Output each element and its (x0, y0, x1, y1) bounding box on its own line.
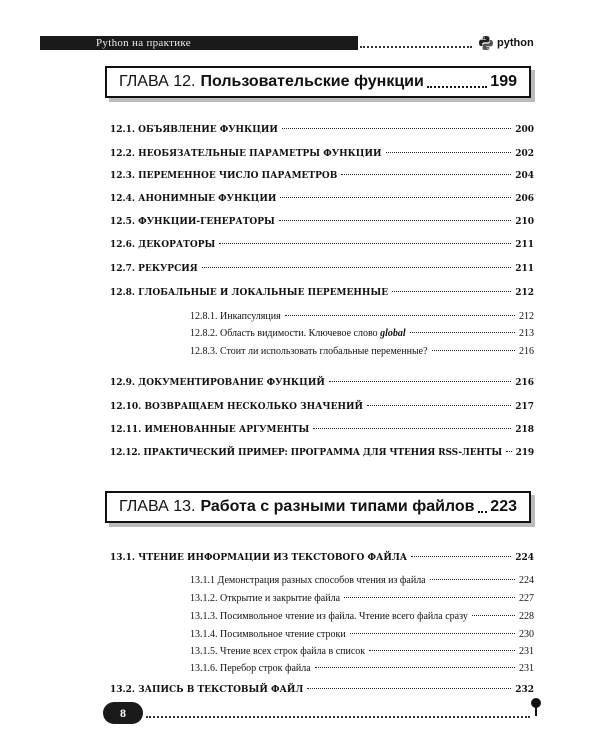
entry-title: 12.12. ПРАКТИЧЕСКИЙ ПРИМЕР: ПРОГРАММА ДЛЯ ЧТЕНИЯ RSS-ЛЕНТЫ (110, 448, 502, 458)
leader-dots (329, 381, 511, 382)
subentry-page: 227 (519, 593, 534, 604)
toc-entry (110, 149, 534, 159)
entry-page: 224 (515, 553, 534, 563)
subentry-title-text: 12.8.2. Область видимости. Ключевое слово (190, 328, 381, 339)
entry-page: 211 (515, 240, 534, 250)
footer-ornament-stem (535, 706, 537, 716)
entry-title: 12.1. ОБЪЯВЛЕНИЕ ФУНКЦИИ (110, 125, 278, 135)
toc-subentry (190, 311, 534, 322)
subentry-title: 13.1.3. Посимвольное чтение из файла. Чтение всего файла сразу (190, 611, 468, 622)
entry-title: 12.8. ГЛОБАЛЬНЫЕ И ЛОКАЛЬНЫЕ ПЕРЕМЕННЫЕ (110, 288, 389, 298)
entry-title: 13.2. ЗАПИСЬ В ТЕКСТОВЫЙ ФАЙЛ (110, 685, 304, 695)
leader-dots (307, 688, 511, 689)
leader-dots (478, 511, 488, 513)
leader-dots (432, 350, 515, 351)
chapter-label: ГЛАВА 13. (119, 498, 196, 515)
entry-page: 218 (515, 425, 534, 435)
chapter-title: Пользовательские функции (200, 73, 424, 90)
entry-page: 217 (515, 402, 534, 412)
toc-entry (110, 448, 534, 458)
subentry-title: 13.1.6. Перебор строк файла (190, 663, 311, 674)
subentry-page: 213 (519, 328, 534, 339)
leader-dots (279, 220, 511, 221)
toc-entry (110, 171, 534, 181)
logo-text: python (497, 37, 534, 49)
entry-page: 200 (515, 125, 534, 135)
entry-title: 12.3. ПЕРЕМЕННОЕ ЧИСЛО ПАРАМЕТРОВ (110, 171, 338, 181)
toc-entry (110, 288, 534, 298)
entry-title: 12.11. ИМЕНОВАННЫЕ АРГУМЕНТЫ (110, 425, 310, 435)
subentry-title: 12.8.1. Инкапсуляция (190, 311, 281, 322)
running-header (40, 36, 358, 50)
page-number: 8 (120, 705, 126, 720)
python-logo (478, 35, 534, 51)
leader-dots (430, 579, 515, 580)
header-dotted-rule (360, 46, 472, 48)
leader-dots (202, 267, 512, 268)
entry-page: 219 (515, 448, 534, 458)
leader-dots (282, 128, 511, 129)
toc-entry (110, 240, 534, 250)
entry-page: 210 (515, 217, 534, 227)
entry-title: 12.2. НЕОБЯЗАТЕЛЬНЫЕ ПАРАМЕТРЫ ФУНКЦИИ (110, 149, 382, 159)
leader-dots (285, 315, 515, 316)
subentry-title: 13.1.5. Чтение всех строк файла в список (190, 646, 366, 657)
subentry-page: 224 (519, 575, 534, 586)
entry-title: 12.7. РЕКУРСИЯ (110, 264, 198, 274)
python-snake-icon (478, 35, 494, 51)
toc-entry (110, 264, 534, 274)
leader-dots (386, 152, 512, 153)
leader-dots (350, 633, 515, 634)
toc-subentry (190, 629, 534, 640)
toc-entry (110, 194, 534, 204)
entry-page: 211 (515, 264, 534, 274)
subentry-title (190, 328, 408, 339)
leader-dots (344, 597, 515, 598)
chapter-13-heading (105, 491, 531, 523)
page-number-badge (103, 702, 143, 724)
entry-title: 13.1. ЧТЕНИЕ ИНФОРМАЦИИ ИЗ ТЕКСТОВОГО ФАЙЛА (110, 553, 408, 563)
subentry-page: 228 (519, 611, 534, 622)
leader-dots (367, 405, 511, 406)
chapter-label: ГЛАВА 12. (119, 73, 196, 90)
leader-dots (219, 243, 511, 244)
entry-title: 12.10. ВОЗВРАЩАЕМ НЕСКОЛЬКО ЗНАЧЕНИЙ (110, 402, 364, 412)
toc-entry (110, 125, 534, 135)
toc-subentry (190, 593, 534, 604)
subentry-title: 13.1.1 Демонстрация разных способов чтения из файла (190, 575, 426, 586)
entry-page: 216 (515, 378, 534, 388)
subentry-page: 230 (519, 629, 534, 640)
toc-subentry (190, 575, 534, 586)
entry-title: 12.5. ФУНКЦИИ-ГЕНЕРАТОРЫ (110, 217, 275, 227)
entry-title: 12.4. АНОНИМНЫЕ ФУНКЦИИ (110, 194, 277, 204)
entry-page: 212 (515, 288, 534, 298)
toc-subentry (190, 663, 534, 674)
keyword-global: global (380, 328, 406, 339)
entry-page: 204 (515, 171, 534, 181)
chapter-page: 223 (490, 498, 517, 515)
subentry-title: 12.8.3. Стоит ли использовать глобальные переменные? (190, 346, 428, 357)
book-title: Python на практике (96, 37, 191, 49)
leader-dots (369, 650, 515, 651)
leader-dots (341, 174, 511, 175)
footer-dotted-rule (146, 716, 530, 718)
entry-page: 206 (515, 194, 534, 204)
toc-entry (110, 217, 534, 227)
toc-entry (110, 685, 534, 695)
toc-subentry (190, 646, 534, 657)
subentry-page: 216 (519, 346, 534, 357)
subentry-page: 212 (519, 311, 534, 322)
toc-entry (110, 553, 534, 563)
entry-page: 232 (515, 685, 534, 695)
entry-title: 12.9. ДОКУМЕНТИРОВАНИЕ ФУНКЦИЙ (110, 378, 325, 388)
leader-dots (427, 86, 487, 88)
leader-dots (313, 428, 511, 429)
leader-dots (411, 556, 511, 557)
toc-entry (110, 402, 534, 412)
chapter-12-heading (105, 66, 531, 98)
chapter-title: Работа с разными типами файлов (200, 498, 475, 515)
toc-subentry (190, 346, 534, 357)
subentry-title: 13.1.4. Посимвольное чтение строки (190, 629, 346, 640)
chapter-page: 199 (490, 73, 517, 90)
leader-dots (315, 667, 515, 668)
leader-dots (392, 291, 511, 292)
subentry-page: 231 (519, 646, 534, 657)
entry-page: 202 (515, 149, 534, 159)
leader-dots (410, 332, 515, 333)
leader-dots (472, 615, 515, 616)
subentry-title: 13.1.2. Открытие и закрытие файла (190, 593, 341, 604)
entry-title: 12.6. ДЕКОРАТОРЫ (110, 240, 216, 250)
toc-subentry (190, 328, 534, 339)
leader-dots (506, 451, 512, 452)
toc-entry (110, 378, 534, 388)
subentry-page: 231 (519, 663, 534, 674)
toc-entry (110, 425, 534, 435)
toc-subentry (190, 611, 534, 622)
leader-dots (280, 197, 511, 198)
